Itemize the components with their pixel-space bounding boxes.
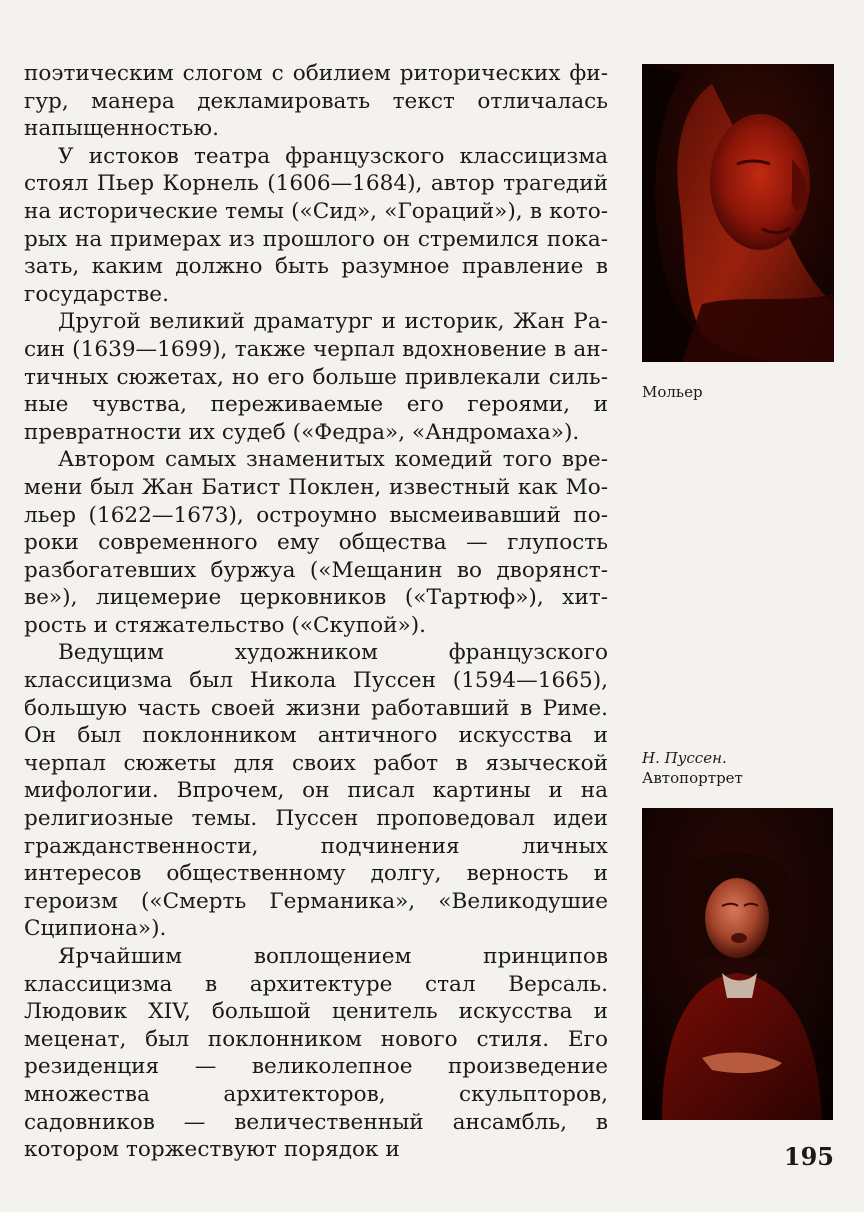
page-number: 195 — [783, 1142, 834, 1171]
paragraph-racine: Другой великий драматург и историк, Жан Расин (1639—1699), также черпал вдохновение в античных сюжетах, но его больше привлекали сильные чувства, переживаемые его героями, и превратности их судеб («Федра», «Андромаха»). — [24, 309, 608, 445]
poussin-portrait-image — [642, 808, 833, 1120]
paragraph-versailles: Ярчайшим воплощением принципов классицизма в архитектуре стал Версаль. Людовик XIV, большой ценитель искусства и меценат, был поклонником нового стиля. Его резиденция — великолепное произведение множества архитекторов, скульпторов, садовников — величественный ансамбль, в котором торжествуют порядок и — [24, 944, 608, 1163]
moliere-caption: Мольер — [642, 383, 703, 401]
paragraph-corneille: У истоков театра французского классицизма стоял Пьер Корнель (1606—1684), автор трагедий на исторические темы («Сид», «Гораций»), в которых на примерах из прошлого он стремился показать, каким должно быть разумное правление в государстве. — [24, 143, 608, 307]
paragraph-poussin: Ведущим художником французского классицизма был Никола Пуссен (1594—1665), большую часть своей жизни работавший в Риме. Он был поклонником античного искусства и черпал сюжеты для своих работ в языческой мифологии. Впрочем, он писал картины и на религиозные темы. Пуссен проповедовал идеи гражданственности, подчинения личных интересов общественному долгу, верность и героизм («Смерть Германика», «Великодушие Сципиона»). — [24, 640, 608, 942]
paragraph-moliere: Автором самых знаменитых комедий того времени был Жан Батист Поклен, известный как Мольер (1622—1673), остроумно высмеивавший пороки современного ему общества — глупость разбогатевших буржуа («Мещанин во дворянстве»), лицемерие церковников («Тартюф»), хитрость и стяжательство («Скупой»). — [24, 447, 608, 638]
main-text-column — [24, 60, 608, 1164]
poussin-caption-author: Н. Пуссен. — [642, 749, 727, 767]
poussin-caption-title: Автопортрет — [642, 769, 743, 787]
poussin-caption — [642, 748, 743, 788]
moliere-portrait-image — [642, 64, 834, 362]
moliere-portrait — [642, 64, 834, 362]
poussin-portrait — [642, 808, 833, 1120]
paragraph-intro: поэтическим слогом с обилием риторических фигур, манера декламировать текст отличалась напыщенностью. — [24, 61, 608, 142]
